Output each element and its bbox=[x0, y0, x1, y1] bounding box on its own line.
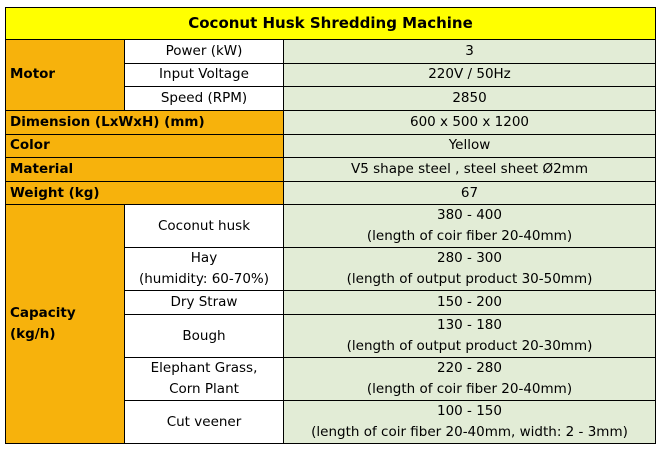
capacity-bough-note: (length of output product 20-30mm) bbox=[346, 338, 593, 354]
title-row bbox=[6, 8, 656, 40]
dimension-row bbox=[6, 110, 656, 134]
capacity-row-coconut bbox=[6, 205, 656, 248]
capacity-coconut-note: (length of coir fiber 20-40mm) bbox=[366, 228, 573, 245]
capacity-veneer-note: (length of coir fiber 20-40mm, width: 2 - 3mm) bbox=[311, 424, 628, 440]
weight-value: 67 bbox=[284, 181, 656, 205]
capacity-grass-label bbox=[125, 358, 284, 401]
motor-speed-value: 2850 bbox=[284, 87, 656, 111]
capacity-veneer-value bbox=[284, 401, 656, 444]
capacity-hay-humidity: (humidity: 60-70%) bbox=[138, 271, 270, 288]
color-row bbox=[6, 134, 656, 158]
capacity-bough-label bbox=[125, 315, 284, 358]
capacity-grass-value bbox=[284, 358, 656, 401]
weight-label: Weight (kg) bbox=[6, 181, 284, 205]
capacity-label: Capacity (kg/h) bbox=[6, 205, 125, 444]
capacity-hay-label bbox=[125, 248, 284, 291]
color-label: Color bbox=[6, 134, 284, 158]
capacity-bough-amount: 130 - 180 bbox=[437, 317, 502, 333]
color-value: Yellow bbox=[284, 134, 656, 158]
capacity-bough-name: Bough bbox=[182, 327, 226, 344]
capacity-veneer-name: Cut veener bbox=[166, 413, 242, 430]
motor-power-value: 3 bbox=[284, 40, 656, 64]
capacity-coconut-amount: 380 - 400 bbox=[437, 207, 502, 224]
capacity-coconut-label bbox=[125, 205, 284, 248]
material-value: V5 shape steel , steel sheet Ø2mm bbox=[284, 158, 656, 182]
motor-label: Motor bbox=[6, 40, 125, 111]
capacity-veneer-label bbox=[125, 401, 284, 444]
spec-table bbox=[5, 7, 656, 444]
capacity-coconut-value bbox=[284, 205, 656, 248]
motor-voltage-label: Input Voltage bbox=[125, 63, 284, 87]
capacity-coconut-name: Coconut husk bbox=[157, 217, 251, 234]
capacity-straw-amount: 150 - 200 bbox=[437, 294, 502, 311]
capacity-grass-name-2: Corn Plant bbox=[169, 381, 239, 397]
capacity-grass-name: Elephant Grass, bbox=[150, 360, 258, 376]
capacity-grass-note: (length of coir fiber 20-40mm) bbox=[366, 381, 573, 397]
dimension-label: Dimension (LxWxH) (mm) bbox=[6, 110, 284, 134]
capacity-bough-value bbox=[284, 315, 656, 358]
capacity-straw-name: Dry Straw bbox=[170, 294, 238, 311]
motor-speed-label: Speed (RPM) bbox=[125, 87, 284, 111]
motor-power-label: Power (kW) bbox=[125, 40, 284, 64]
dimension-value: 600 x 500 x 1200 bbox=[284, 110, 656, 134]
capacity-hay-amount: 280 - 300 bbox=[437, 250, 502, 267]
capacity-grass-amount: 220 - 280 bbox=[437, 360, 502, 376]
motor-row-power bbox=[6, 40, 656, 64]
table-title: Coconut Husk Shredding Machine bbox=[6, 8, 656, 40]
capacity-straw-value bbox=[284, 291, 656, 315]
material-row bbox=[6, 158, 656, 182]
weight-row bbox=[6, 181, 656, 205]
capacity-veneer-amount: 100 - 150 bbox=[437, 403, 502, 419]
capacity-straw-label bbox=[125, 291, 284, 315]
material-label: Material bbox=[6, 158, 284, 182]
capacity-hay-value bbox=[284, 248, 656, 291]
capacity-hay-note: (length of output product 30-50mm) bbox=[346, 271, 593, 288]
motor-voltage-value: 220V / 50Hz bbox=[284, 63, 656, 87]
capacity-hay-name: Hay bbox=[190, 250, 218, 267]
